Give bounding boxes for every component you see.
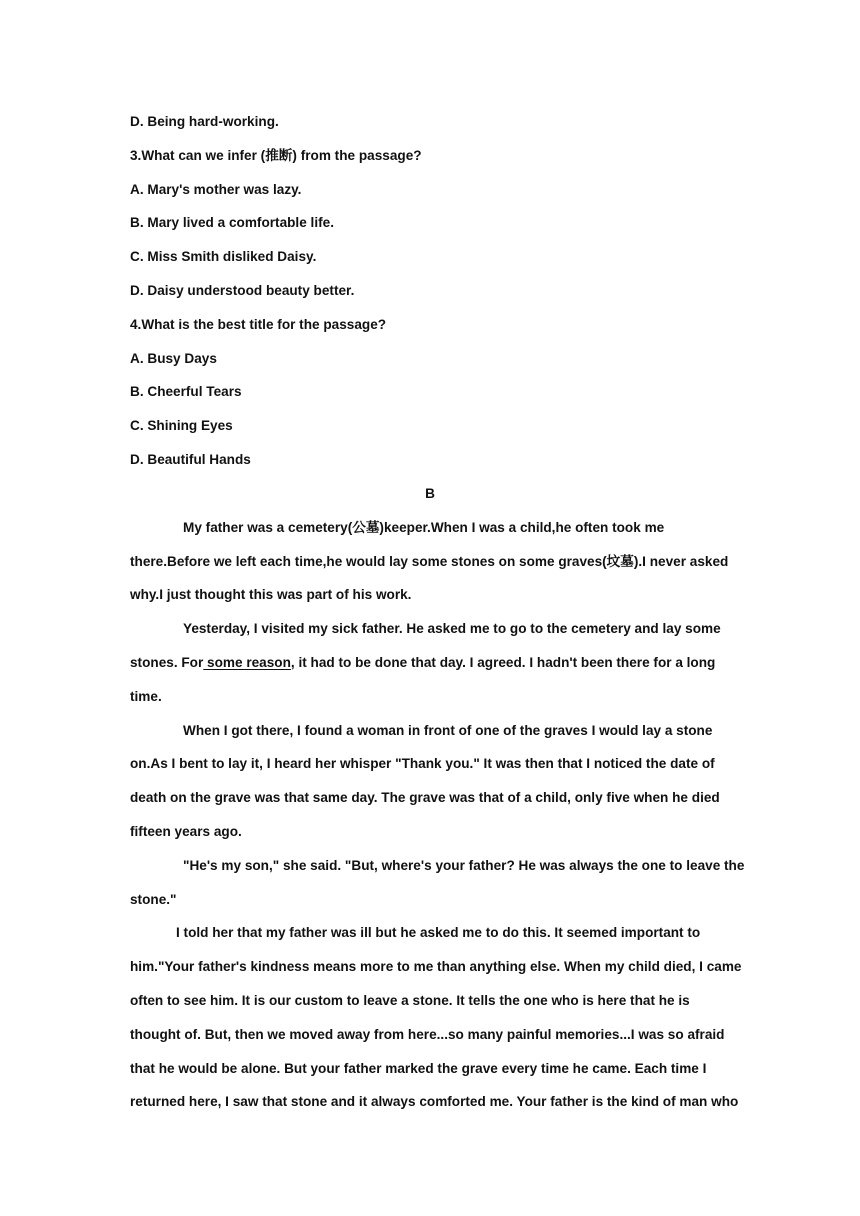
paragraph-2-text-after: , it had to be done that day. I agreed. I hadn't been there for a long bbox=[290, 655, 716, 670]
q3-stem: 3.What can we infer (推断) from the passage? bbox=[130, 148, 422, 163]
q3-option-d: D. Daisy understood beauty better. bbox=[130, 283, 355, 298]
paragraph-5-line-5: that he would be alone. But your father marked the grave every time he came. Each time I bbox=[130, 1061, 707, 1076]
paragraph-5-line-6: returned here, I saw that stone and it always comforted me. Your father is the kind of man who bbox=[130, 1094, 739, 1109]
paragraph-4-line-2: stone." bbox=[130, 892, 177, 907]
paragraph-3-line-3: death on the grave was that same day. The grave was that of a child, only five when he died bbox=[130, 790, 720, 805]
q3-option-b: B. Mary lived a comfortable life. bbox=[130, 215, 334, 230]
paragraph-1-line-3: why.I just thought this was part of his work. bbox=[130, 587, 412, 602]
q4-option-d: D. Beautiful Hands bbox=[130, 452, 251, 467]
underlined-phrase: some reason bbox=[203, 655, 291, 670]
q4-option-a: A. Busy Days bbox=[130, 351, 217, 366]
q4-option-c: C. Shining Eyes bbox=[130, 418, 233, 433]
paragraph-2-text-before: stones. For bbox=[130, 655, 204, 670]
paragraph-5-line-1: I told her that my father was ill but he asked me to do this. It seemed important to bbox=[176, 925, 701, 940]
paragraph-3-line-4: fifteen years ago. bbox=[130, 824, 242, 839]
paragraph-5-line-4: thought of. But, then we moved away from here...so many painful memories...I was so afraid bbox=[130, 1027, 725, 1042]
q4-stem: 4.What is the best title for the passage? bbox=[130, 317, 387, 332]
q3-option-c: C. Miss Smith disliked Daisy. bbox=[130, 249, 317, 264]
paragraph-1-line-1: My father was a cemetery(公墓)keeper.When I was a child,he often took me bbox=[183, 520, 665, 535]
q2-option-d: D. Being hard-working. bbox=[130, 114, 279, 129]
paragraph-2-line-2 bbox=[130, 654, 740, 672]
q3-option-a: A. Mary's mother was lazy. bbox=[130, 182, 302, 197]
paragraph-4-line-1: "He's my son," she said. "But, where's your father? He was always the one to leave the bbox=[183, 858, 745, 873]
paragraph-5-line-3: often to see him. It is our custom to leave a stone. It tells the one who is here that he is bbox=[130, 993, 690, 1008]
paragraph-3-line-2: on.As I bent to lay it, I heard her whisper "Thank you." It was then that I noticed the date of bbox=[130, 756, 715, 771]
paragraph-1-line-2: there.Before we left each time,he would lay some stones on some graves(坟墓).I never asked bbox=[130, 554, 729, 569]
paragraph-2-line-1: Yesterday, I visited my sick father. He asked me to go to the cemetery and lay some bbox=[183, 621, 721, 636]
passage-b-heading: B bbox=[425, 486, 435, 501]
q4-option-b: B. Cheerful Tears bbox=[130, 384, 242, 399]
paragraph-3-line-1: When I got there, I found a woman in front of one of the graves I would lay a stone bbox=[183, 723, 713, 738]
paragraph-2-line-3: time. bbox=[130, 689, 162, 704]
paragraph-5-line-2: him."Your father's kindness means more to me than anything else. When my child died, I came bbox=[130, 959, 742, 974]
